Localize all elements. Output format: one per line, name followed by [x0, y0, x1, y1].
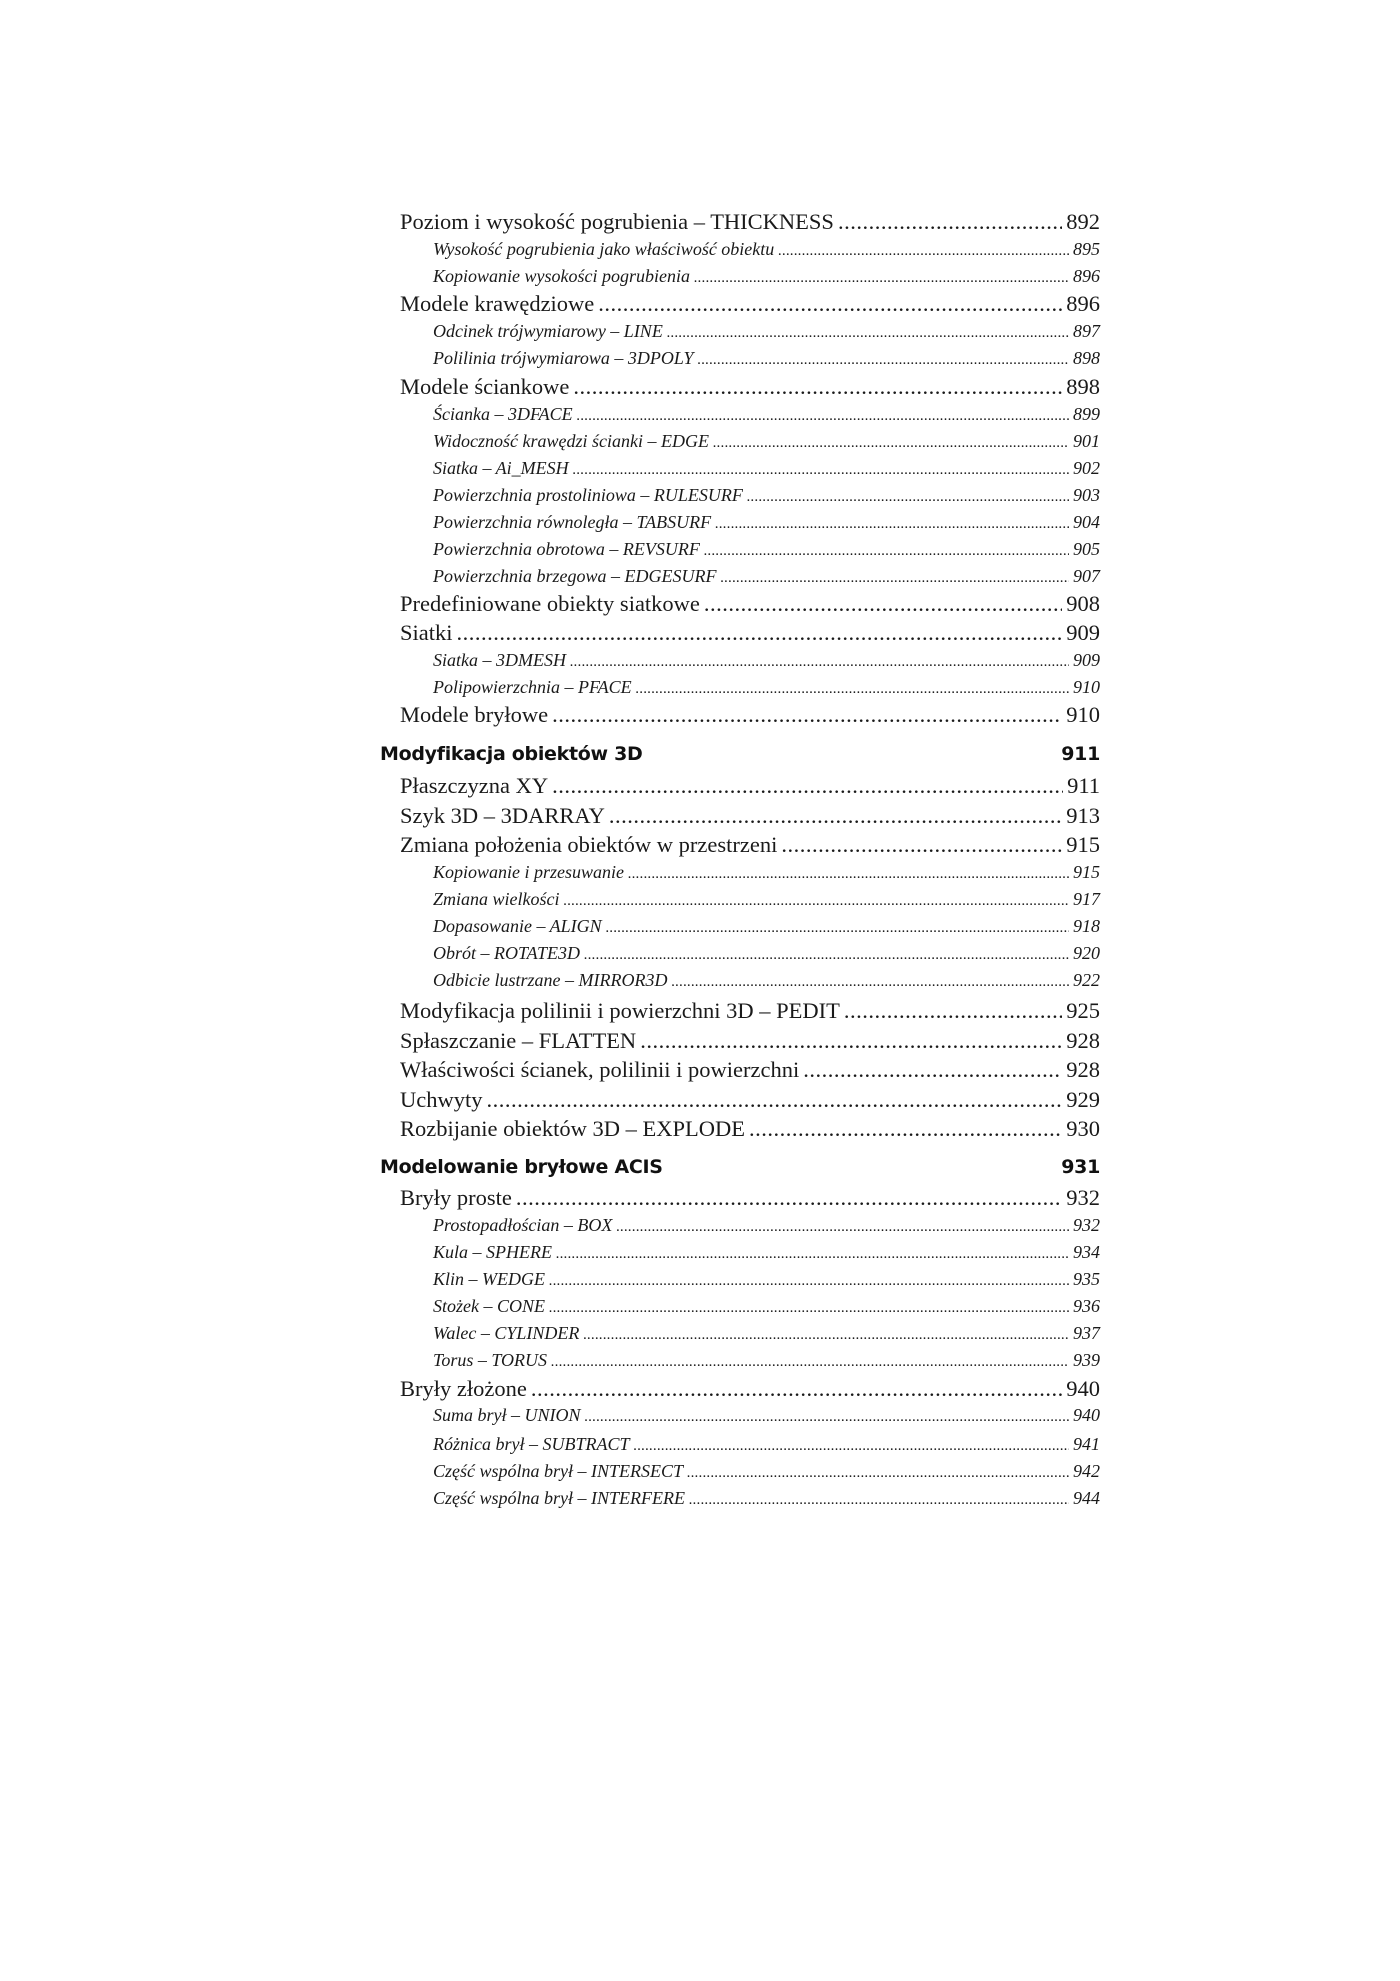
toc-chapter-heading[interactable] — [380, 740, 1100, 768]
entry-page-number: 928 — [1066, 1057, 1100, 1082]
dot-leader — [689, 1488, 1069, 1512]
entry-title: Powierzchnia prostoliniowa – RULESURF — [433, 485, 743, 505]
entry-title: Prostopadłościan – BOX — [433, 1215, 613, 1235]
toc-entry[interactable] — [400, 1115, 1100, 1143]
dot-leader — [551, 1350, 1069, 1374]
entry-title: Powierzchnia brzegowa – EDGESURF — [433, 566, 717, 586]
toc-subentry[interactable] — [433, 1294, 1100, 1318]
entry-page-number: 897 — [1073, 321, 1100, 341]
dot-leader — [584, 943, 1069, 967]
entry-title: Klin – WEDGE — [433, 1269, 545, 1289]
dot-leader — [564, 889, 1070, 913]
toc-entry[interactable] — [400, 997, 1100, 1025]
toc-subentry[interactable] — [433, 1213, 1100, 1237]
entry-page-number: 910 — [1073, 677, 1100, 697]
toc-subentry[interactable] — [433, 887, 1100, 911]
toc-entry[interactable] — [400, 373, 1100, 401]
toc-subentry[interactable] — [433, 402, 1100, 426]
toc-entry[interactable] — [400, 802, 1100, 830]
toc-subentry[interactable] — [433, 346, 1100, 370]
entry-page-number: 917 — [1073, 889, 1100, 909]
toc-subentry[interactable] — [433, 483, 1100, 507]
dot-leader — [698, 348, 1070, 372]
toc-subentry[interactable] — [433, 319, 1100, 343]
entry-title: Spłaszczanie – FLATTEN — [400, 1028, 637, 1053]
dot-leader — [667, 321, 1069, 345]
entry-title: Suma brył – UNION — [433, 1405, 581, 1425]
entry-title: Wysokość pogrubienia jako właściwość obiektu — [433, 239, 775, 259]
toc-entry[interactable] — [400, 1056, 1100, 1084]
entry-title: Obrót – ROTATE3D — [433, 943, 581, 963]
dot-leader — [577, 404, 1069, 428]
toc-entry[interactable] — [400, 290, 1100, 318]
dot-leader — [844, 997, 1062, 1025]
entry-title: Kopiowanie i przesuwanie — [433, 862, 625, 882]
entry-title: Walec – CYLINDER — [433, 1323, 580, 1343]
toc-entry[interactable] — [400, 619, 1100, 647]
entry-page-number: 903 — [1073, 485, 1100, 505]
toc-chapter-heading[interactable] — [380, 1153, 1100, 1181]
dot-leader — [749, 1115, 1062, 1143]
entry-title: Siatka – 3DMESH — [433, 650, 566, 670]
toc-entry[interactable] — [400, 831, 1100, 859]
entry-title: Siatki — [400, 620, 453, 645]
entry-page-number: 896 — [1066, 291, 1100, 316]
toc-subentry[interactable] — [433, 537, 1100, 561]
entry-page-number: 892 — [1066, 209, 1100, 234]
toc-subentry[interactable] — [433, 968, 1100, 992]
toc-subentry[interactable] — [433, 510, 1100, 534]
entry-title: Siatka – Ai_MESH — [433, 458, 569, 478]
dot-leader — [628, 862, 1069, 886]
entry-page-number: 905 — [1073, 539, 1100, 559]
entry-page-number: 915 — [1066, 832, 1100, 857]
dot-leader — [531, 1375, 1062, 1403]
dot-leader — [585, 1405, 1070, 1429]
toc-entry[interactable] — [400, 590, 1100, 618]
entry-title: Rozbijanie obiektów 3D – EXPLODE — [400, 1116, 745, 1141]
entry-title: Odbicie lustrzane – MIRROR3D — [433, 970, 668, 990]
toc-subentry[interactable] — [433, 1459, 1100, 1483]
toc-entry[interactable] — [400, 208, 1100, 236]
entry-page-number: 930 — [1066, 1116, 1100, 1141]
dot-leader — [457, 619, 1063, 647]
toc-subentry[interactable] — [433, 429, 1100, 453]
dot-leader — [713, 431, 1069, 455]
entry-page-number: 895 — [1073, 239, 1100, 259]
entry-page-number: 925 — [1066, 998, 1100, 1023]
entry-page-number: 902 — [1073, 458, 1100, 478]
entry-page-number: 934 — [1073, 1242, 1100, 1262]
entry-title: Modele krawędziowe — [400, 291, 595, 316]
toc-subentry[interactable] — [433, 914, 1100, 938]
entry-title: Ścianka – 3DFACE — [433, 404, 573, 424]
dot-leader — [573, 458, 1069, 482]
entry-title: Torus – TORUS — [433, 1350, 548, 1370]
dot-leader — [671, 970, 1069, 994]
dot-leader — [616, 1215, 1069, 1239]
dot-leader — [720, 566, 1069, 590]
dot-leader — [781, 831, 1062, 859]
entry-title: Kula – SPHERE — [433, 1242, 552, 1262]
toc-subentry[interactable] — [433, 264, 1100, 288]
entry-title: Właściwości ścianek, polilinii i powierzchni — [400, 1057, 800, 1082]
dot-leader — [838, 208, 1062, 236]
toc-subentry[interactable] — [433, 648, 1100, 672]
entry-title: Poziom i wysokość pogrubienia – THICKNESS — [400, 209, 834, 234]
toc-subentry[interactable] — [433, 1403, 1100, 1427]
toc-entry[interactable] — [400, 772, 1100, 800]
entry-page-number: 898 — [1066, 374, 1100, 399]
toc-subentry[interactable] — [433, 1348, 1100, 1372]
entry-title: Kopiowanie wysokości pogrubienia — [433, 266, 690, 286]
entry-page-number: 936 — [1073, 1296, 1100, 1316]
entry-page-number: 941 — [1073, 1434, 1100, 1454]
entry-page-number: 928 — [1066, 1028, 1100, 1053]
dot-leader — [549, 1269, 1069, 1293]
entry-title: Modele bryłowe — [400, 702, 549, 727]
dot-leader — [573, 373, 1062, 401]
entry-title: Różnica brył – SUBTRACT — [433, 1434, 630, 1454]
toc-entry[interactable] — [400, 1027, 1100, 1055]
entry-page-number: 901 — [1073, 431, 1100, 451]
entry-page-number: 935 — [1073, 1269, 1100, 1289]
toc-entry[interactable] — [400, 1086, 1100, 1114]
entry-page-number: 907 — [1073, 566, 1100, 586]
entry-page-number: 939 — [1073, 1350, 1100, 1370]
entry-title: Polilinia trójwymiarowa – 3DPOLY — [433, 348, 694, 368]
dot-leader — [598, 290, 1062, 318]
entry-title: Powierzchnia równoległa – TABSURF — [433, 512, 712, 532]
entry-page-number: 937 — [1073, 1323, 1100, 1343]
chapter-title: Modyfikacja obiektów 3D — [380, 743, 643, 765]
dot-leader — [747, 485, 1069, 509]
entry-title: Część wspólna brył – INTERFERE — [433, 1488, 685, 1508]
entry-title: Polipowierzchnia – PFACE — [433, 677, 632, 697]
entry-page-number: 909 — [1066, 620, 1100, 645]
entry-page-number: 918 — [1073, 916, 1100, 936]
entry-page-number: 915 — [1073, 862, 1100, 882]
entry-page-number: 940 — [1066, 1376, 1100, 1401]
entry-title: Widoczność krawędzi ścianki – EDGE — [433, 431, 709, 451]
entry-title: Zmiana wielkości — [433, 889, 560, 909]
toc-subentry[interactable] — [433, 1432, 1100, 1456]
toc-entry[interactable] — [400, 701, 1100, 729]
dot-leader — [570, 650, 1069, 674]
entry-page-number: 929 — [1066, 1087, 1100, 1112]
entry-page-number: 898 — [1073, 348, 1100, 368]
toc-subentry[interactable] — [433, 1321, 1100, 1345]
entry-title: Modyfikacja polilinii i powierzchni 3D – PEDIT — [400, 998, 840, 1023]
entry-title: Uchwyty — [400, 1087, 483, 1112]
dot-leader — [704, 590, 1062, 618]
entry-page-number: 913 — [1066, 803, 1100, 828]
entry-title: Modele ściankowe — [400, 374, 570, 399]
entry-title: Predefiniowane obiekty siatkowe — [400, 591, 700, 616]
entry-page-number: 922 — [1073, 970, 1100, 990]
entry-title: Dopasowanie – ALIGN — [433, 916, 602, 936]
chapter-page-number: 911 — [1061, 743, 1100, 765]
dot-leader — [715, 512, 1069, 536]
dot-leader — [687, 1461, 1069, 1485]
toc-subentry[interactable] — [433, 860, 1100, 884]
dot-leader — [606, 916, 1069, 940]
dot-leader — [634, 1434, 1070, 1458]
toc-subentry[interactable] — [433, 1240, 1100, 1264]
entry-page-number: 908 — [1066, 591, 1100, 616]
chapter-page-number: 931 — [1061, 1156, 1100, 1178]
entry-page-number: 904 — [1073, 512, 1100, 532]
toc-subentry[interactable] — [433, 456, 1100, 480]
entry-page-number: 899 — [1073, 404, 1100, 424]
dot-leader — [640, 1027, 1062, 1055]
entry-title: Część wspólna brył – INTERSECT — [433, 1461, 684, 1481]
dot-leader — [556, 1242, 1069, 1266]
toc-entry[interactable] — [400, 1184, 1100, 1212]
entry-title: Bryły złożone — [400, 1376, 527, 1401]
chapter-title: Modelowanie bryłowe ACIS — [380, 1156, 663, 1178]
entry-title: Szyk 3D – 3DARRAY — [400, 803, 605, 828]
dot-leader — [636, 677, 1069, 701]
dot-leader — [803, 1056, 1062, 1084]
entry-title: Bryły proste — [400, 1185, 512, 1210]
entry-page-number: 910 — [1066, 702, 1100, 727]
entry-page-number: 896 — [1073, 266, 1100, 286]
entry-page-number: 940 — [1073, 1405, 1100, 1425]
entry-title: Stożek – CONE — [433, 1296, 545, 1316]
toc-subentry[interactable] — [433, 941, 1100, 965]
toc-subentry[interactable] — [433, 237, 1100, 261]
entry-page-number: 944 — [1073, 1488, 1100, 1508]
dot-leader — [552, 772, 1063, 800]
toc-subentry[interactable] — [433, 675, 1100, 699]
dot-leader — [549, 1296, 1069, 1320]
entry-title: Odcinek trójwymiarowy – LINE — [433, 321, 663, 341]
dot-leader — [552, 701, 1062, 729]
dot-leader — [694, 266, 1069, 290]
entry-title: Powierzchnia obrotowa – REVSURF — [433, 539, 700, 559]
entry-page-number: 932 — [1066, 1185, 1100, 1210]
dot-leader — [778, 239, 1069, 263]
dot-leader — [487, 1086, 1063, 1114]
toc-entry[interactable] — [400, 1375, 1100, 1403]
toc-subentry[interactable] — [433, 1267, 1100, 1291]
entry-title: Zmiana położenia obiektów w przestrzeni — [400, 832, 778, 857]
entry-page-number: 932 — [1073, 1215, 1100, 1235]
dot-leader — [583, 1323, 1069, 1347]
dot-leader — [516, 1184, 1062, 1212]
entry-page-number: 942 — [1073, 1461, 1100, 1481]
dot-leader — [609, 802, 1062, 830]
toc-subentry[interactable] — [433, 1486, 1100, 1510]
entry-page-number: 911 — [1067, 773, 1100, 798]
dot-leader — [704, 539, 1069, 563]
entry-page-number: 909 — [1073, 650, 1100, 670]
entry-title: Płaszczyzna XY — [400, 773, 549, 798]
toc-subentry[interactable] — [433, 564, 1100, 588]
entry-page-number: 920 — [1073, 943, 1100, 963]
